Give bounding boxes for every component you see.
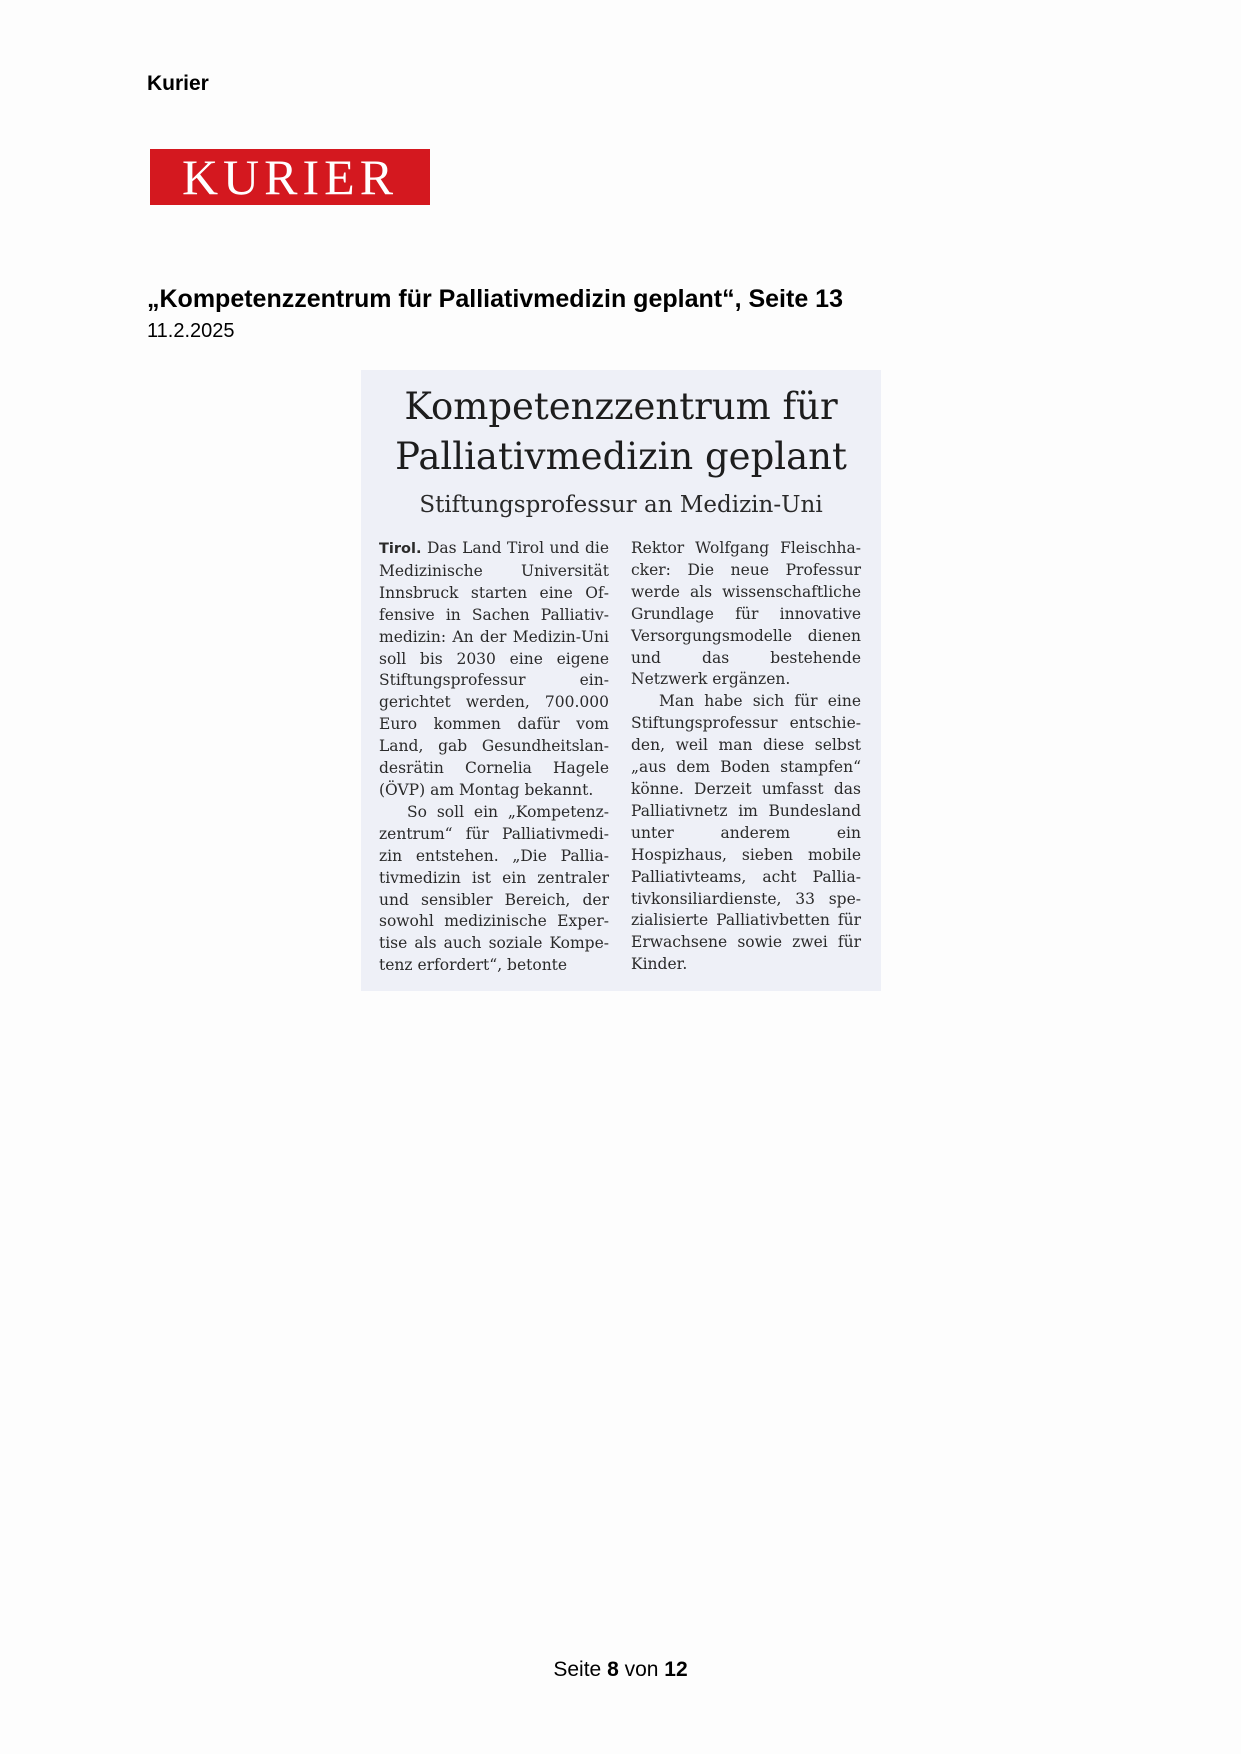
footer-middle: von [624,1658,659,1681]
article-paragraph: So soll ein „Kompetenzzentrum“ für Palliativmedizin entstehen. „Die Palliativmedizin ist ein zentraler und sensibler Bereich, der sowohl medizinische Expertise als auch soziale Kompetenz erfordert“, betonte [379,802,609,975]
article-paragraph [379,538,609,802]
kurier-logo: KURIER [150,149,430,205]
article-dateline: Tirol. [379,541,422,557]
footer-total-pages: 12 [664,1658,688,1681]
article-clipping [361,370,881,991]
article-subheadline: Stiftungsprofessur an Medizin-Uni [419,492,823,518]
article-paragraph: Rektor Wolfgang Fleischhacker: Die neue Professur werde als wissenschaftliche Grundlage für innovative Versorgungsmodelle dienen und das bestehende Netzwerk ergänzen. [631,539,861,689]
headline-line-2: Palliativmedizin geplant [395,435,847,478]
article-column-right [631,538,861,976]
document-title: „Kompetenzzentrum für Palliativmedizin geplant“, Seite 13 [147,285,843,313]
article-headline [361,382,881,482]
document-date: 11.2.2025 [147,320,235,342]
article-paragraph: Man habe sich für eine Stiftungsprofessur entschieden, weil man diese selbst „aus dem Boden stampfen“ könne. Derzeit umfasst das Palliativnetz im Bundesland unter anderem ein Hospizhaus, sieben mobile Palliativteams, acht Palliativkonsiliardienste, 33 spezialisierte Palliativbetten für Erwachsene sowie zwei für Kinder. [631,692,861,974]
page-footer [0,1658,1241,1682]
article-text: Das Land Tirol und die Medizinische Universität Innsbruck starten eine Offensive in Sachen Palliativmedizin: An der Medizin-Uni soll bis 2030 eine eigene Stiftungsprofessur eingerichtet werden, 700.000 Euro kommen dafür vom Land, gab Gesundheitslandesrätin Cornelia Hagele (ÖVP) am Montag bekannt. [379,539,609,799]
source-name: Kurier [147,72,209,95]
article-column-left [379,538,609,977]
footer-prefix: Seite [553,1658,602,1681]
footer-page-number: 8 [607,1658,619,1681]
headline-line-1: Kompetenzzentrum für [404,385,838,428]
